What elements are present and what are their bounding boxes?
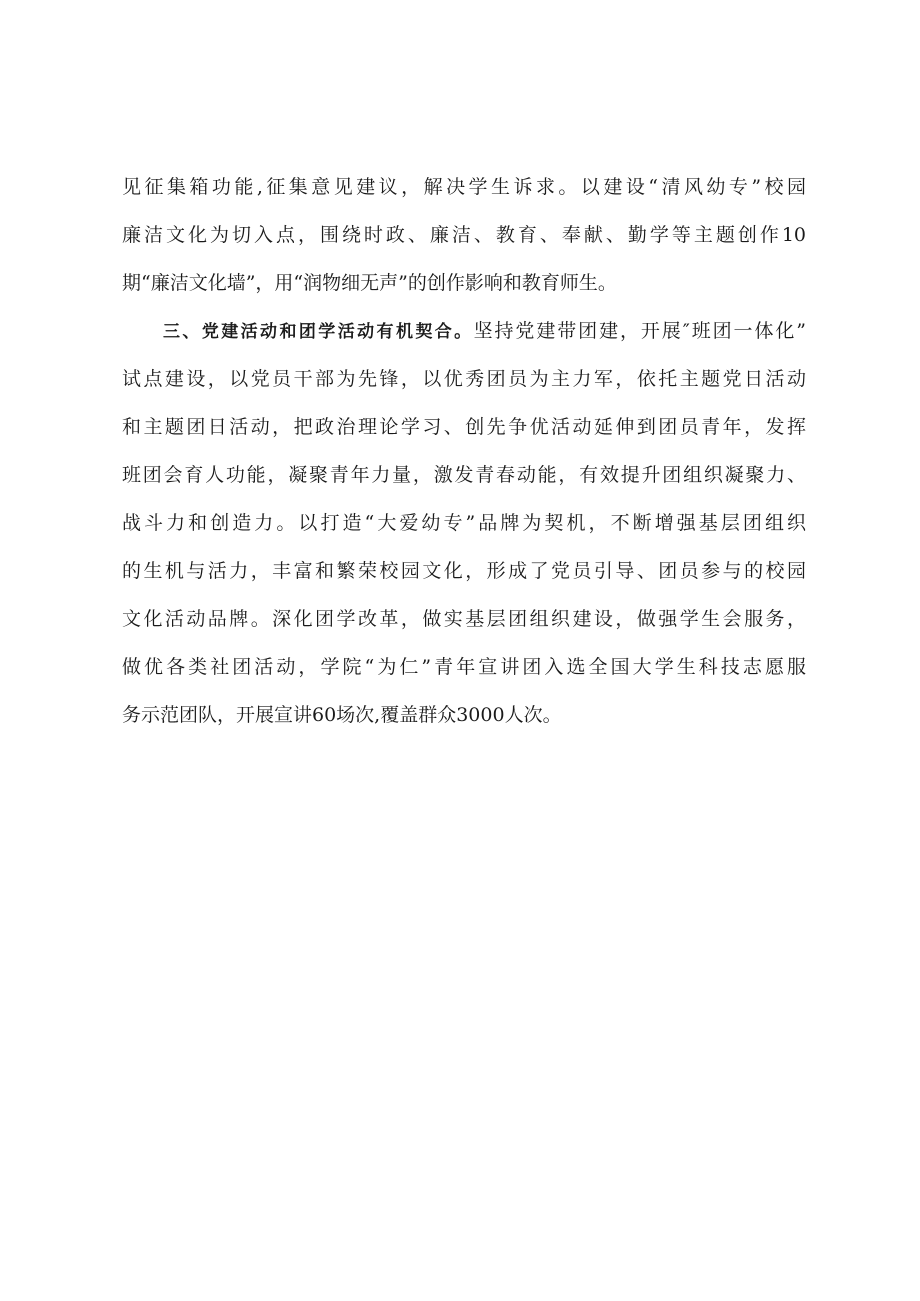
paragraph-line: 战斗力和创造力。以打造“大爱幼专”品牌为契机，不断增强基层团组织 xyxy=(122,512,806,534)
paragraph-line: 做优各类社团活动，学院“为仁”青年宣讲团入选全国大学生科技志愿服 xyxy=(122,656,806,678)
paragraph-first-line xyxy=(122,307,806,355)
paragraph-line: 的生机与活力，丰富和繁荣校园文化，形成了党员引导、团员参与的校园 xyxy=(122,560,806,582)
paragraph-text: 坚持党建带团建，开展″班团一体化” xyxy=(473,320,806,342)
paragraph-line: 文化活动品牌。深化团学改革，做实基层团组织建设，做强学生会服务， xyxy=(122,608,806,630)
paragraph-line: 期“廉洁文化墙”，用“润物细无声”的创作影响和教育师生。 xyxy=(122,272,617,294)
paragraph-1 xyxy=(122,163,806,307)
section-heading: 三、党建活动和团学活动有机契合。 xyxy=(163,322,474,342)
paragraph-2 xyxy=(122,307,806,739)
paragraph-line: 和主题团日活动，把政治理论学习、创先争优活动延伸到团员青年，发挥 xyxy=(122,416,806,438)
paragraph-line: 务示范团队，开展宣讲60场次,覆盖群众3000人次。 xyxy=(122,704,562,726)
paragraph-line: 班团会育人功能，凝聚青年力量，激发青春动能，有效提升团组织凝聚力、 xyxy=(122,464,806,486)
paragraph-line: 廉洁文化为切入点，围绕时政、廉洁、教育、奉献、勤学等主题创作10 xyxy=(122,224,806,246)
paragraph-line: 见征集箱功能,征集意见建议，解决学生诉求。以建设“清风幼专”校园 xyxy=(122,176,806,198)
paragraph-line: 试点建设，以党员干部为先锋，以优秀团员为主力军，依托主题党日活动 xyxy=(122,368,806,390)
